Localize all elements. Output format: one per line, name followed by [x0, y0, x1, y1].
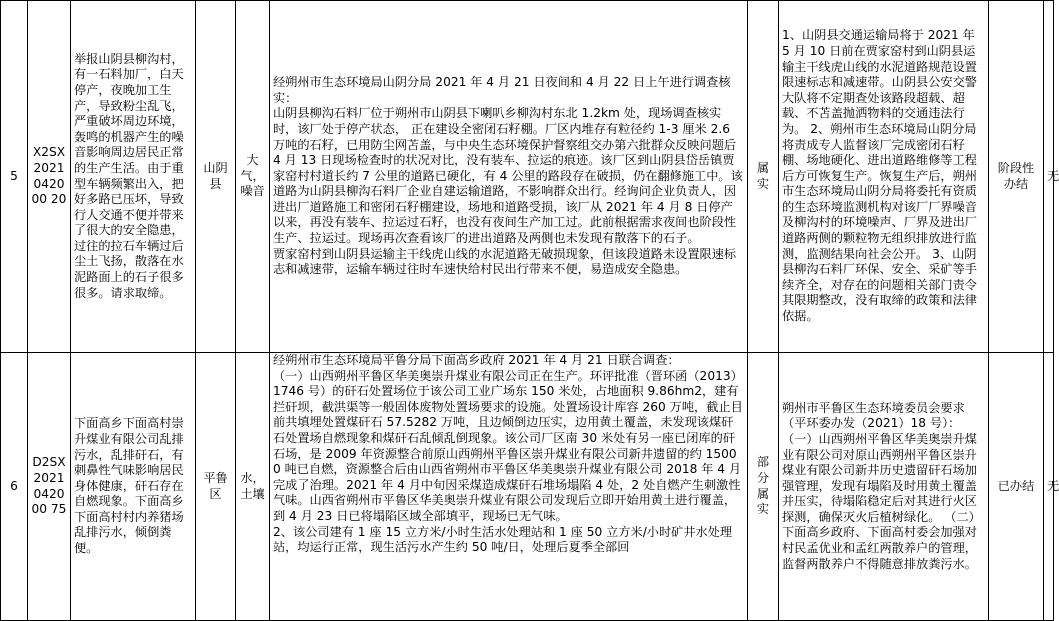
handling-measures: 1、山阴县交通运输局将于 2021 年 5 月 10 日前在贾家窑村到山阴县运输主干线虎山线的水泥道路规范设置限速标志和减速带。山阴县公安交警大队将不定期查处该路段超载、超载、不苫盖抛洒物料的交通违法行为。 2、朔州市生态环境局山阴分局将责成专人监督该厂完成密闭石籽棚、场地硬化、进出道路维修等工程后方可恢复生产。恢复生产后，朔州市生态环境局山阴分局将委托有资质的生态环境监测机构对该厂厂界噪音及柳沟村的环境噪声、厂界及进出厂道路两侧的颗粒物无组织排放进行监测，监测结果向社会公开。 3、山阴县柳沟石料厂环保、安全、采矿等手续齐全，对存在的问题相关部门责令其限期整改，没有取缔的政策和法律依据。: [779, 1, 989, 353]
verdict: 属实: [748, 1, 779, 353]
investigation-result: [270, 1, 748, 353]
status: 阶段性办结: [989, 1, 1044, 353]
accountability: 无: [1044, 1, 1054, 353]
investigation-paragraph: （一）山西朔州平鲁区华美奥崇升煤业有限公司正在生产。环评批准（晋环函（2013）1746 号）的矸石处置场位于该公司工业广场东 150 米处，占地面积 9.86hm2，建有拦矸坝，截洪渠等一般固体废物处置场要求的设施。处置场设计库容 260 万吨，截止目前共填埋处置煤矸石 57.5282 万吨，且边倾倒边压实，边用黄土覆盖，未发现该煤矸石处置场自燃现象和煤矸石乱倾乱倒现象。该公司厂区南 30 米处有另一座已闭库的矸石场，是 2009 年资源整合前原山西朔州平鲁区崇升煤业有限公司新井遗留的约 15000 吨已自燃，资源整合后由山西省朔州市平鲁区华美奥崇升煤业有限公司 2018 年 4 月完成了治理。2021 年 4 月中旬因采煤造成煤矸石堆场塌陷 4 处，2 处自燃产生刺激性气味。山西省朔州市平鲁区华美奥崇升煤业有限公司发现后立即开始用黄土进行覆盖，到 4 月 23 日已将塌陷区域全部填平，现场已无气味。: [273, 368, 743, 523]
region: 山阴县: [196, 1, 236, 353]
region: 平鲁区: [196, 353, 236, 621]
table-row: [1, 353, 1054, 621]
complaint-text: 举报山阴县柳沟村，有一石料加厂，白天停产，夜晚加工生产，导致粉尘乱飞，严重破坏周边环境，轰鸣的机器产生的噪音影响周边居民正常的生产生活。由于重型车辆频繁出入，把好多路已压坏，导致行人交通不便并带来了很大的安全隐患，过往的拉石车辆过后尘土飞扬，散落在水泥路面上的石子很多很多。请求取缔。: [71, 1, 196, 353]
investigation-paragraph: 经朔州市生态环境局山阴分局 2021 年 4 月 21 日夜间和 4 月 22 日上午进行调查核实：: [273, 75, 731, 105]
accountability: 无: [1044, 353, 1054, 621]
handling-measures: 朔州市平鲁区生态环境委员会要求（平环委办发（2021）18 号）： （一）山西朔州平鲁区华美奥崇升煤业有限公司对原山西朔州平鲁区崇升煤业有限公司新井历史遗留矸石场加强管理，发现有塌陷及时用黄土覆盖并压实，待塌陷稳定后对其进行火区探测，确保灭火后植树绿化。 （二）下面高乡政府、下面高村委会加强对村民孟优业和孟红两散养户的管理，监督两散养户不得随意排放粪污水。: [779, 353, 989, 621]
case-code: X2SX2021042000 20: [28, 1, 71, 353]
investigation-paragraph: 山阴县柳沟石料厂位于朔州市山阴县下喇叭乡柳沟村东北 1.2km 处，现场调查核实时，该厂处于停产状态， 正在建设全密闭石籽棚。厂区内堆存有粒径约 1-3 厘米 2.6 万吨的石籽，已用防尘网苫盖，与中央生态环境保护督察组交办第六批群众反映问题后 4 月 13 日现场检查时的状况对比，没有装车、拉运的痕迹。该厂区到山阴县岱岳镇贾家窑村村道长约 7 公里的道路已硬化，有 4 公里的路段存在破损，仍在翻修施工中。该道路为山阴县柳沟石料厂企业自建运输道路，不影响群众出行。经询问企业负责人，因进出厂道路施工和密闭石籽棚建设，场地和道路受损，该厂从 2021 年 4 月 8 日停产以来，再没有装车、拉运过石籽，也没有夜间生产加工过。此前根据需求夜间也阶段性生产、拉运过。现场再次查看该厂的进出道路及两侧也未发现有散落下的石子。: [273, 106, 743, 246]
case-code: D2SX2021042000 75: [28, 353, 71, 621]
complaint-text: 下面高乡下面高村崇升煤业有限公司乱排污水，乱排矸石，有刺鼻性气味影响居民身体健康，矸石存在自燃现象。下面高乡下面高村村内养猪场乱排污水，倾倒粪便。: [71, 353, 196, 621]
investigation-result: [270, 353, 748, 621]
investigation-paragraph: 2、该公司建有 1 座 15 立方米/小时生活水处理站和 1 座 50 立方米/小时矿井水处理站，均运行正常，现生活污水产生约 50 吨/日，处理后夏季全部回: [273, 524, 733, 555]
investigation-paragraph: 贾家窑村到山阴县运输主干线虎山线的水泥道路无破损现象，但该段道路未设置限速标志和减速带，运输车辆过往时车速快给村民出行带来不便，易造成安全隐患。: [273, 246, 737, 277]
verdict: 部分属实: [748, 353, 779, 621]
pollution-type: 水，土壤: [236, 353, 270, 621]
pollution-type: 大气，噪音: [236, 1, 270, 353]
investigation-paragraph: 经朔州市生态环境局平鲁分局下面高乡政府 2021 年 4 月 21 日联合调查：: [273, 353, 680, 367]
row-index: 5: [1, 1, 28, 353]
table-row: [1, 1, 1054, 353]
status: 已办结: [989, 353, 1044, 621]
row-index: 6: [1, 353, 28, 621]
